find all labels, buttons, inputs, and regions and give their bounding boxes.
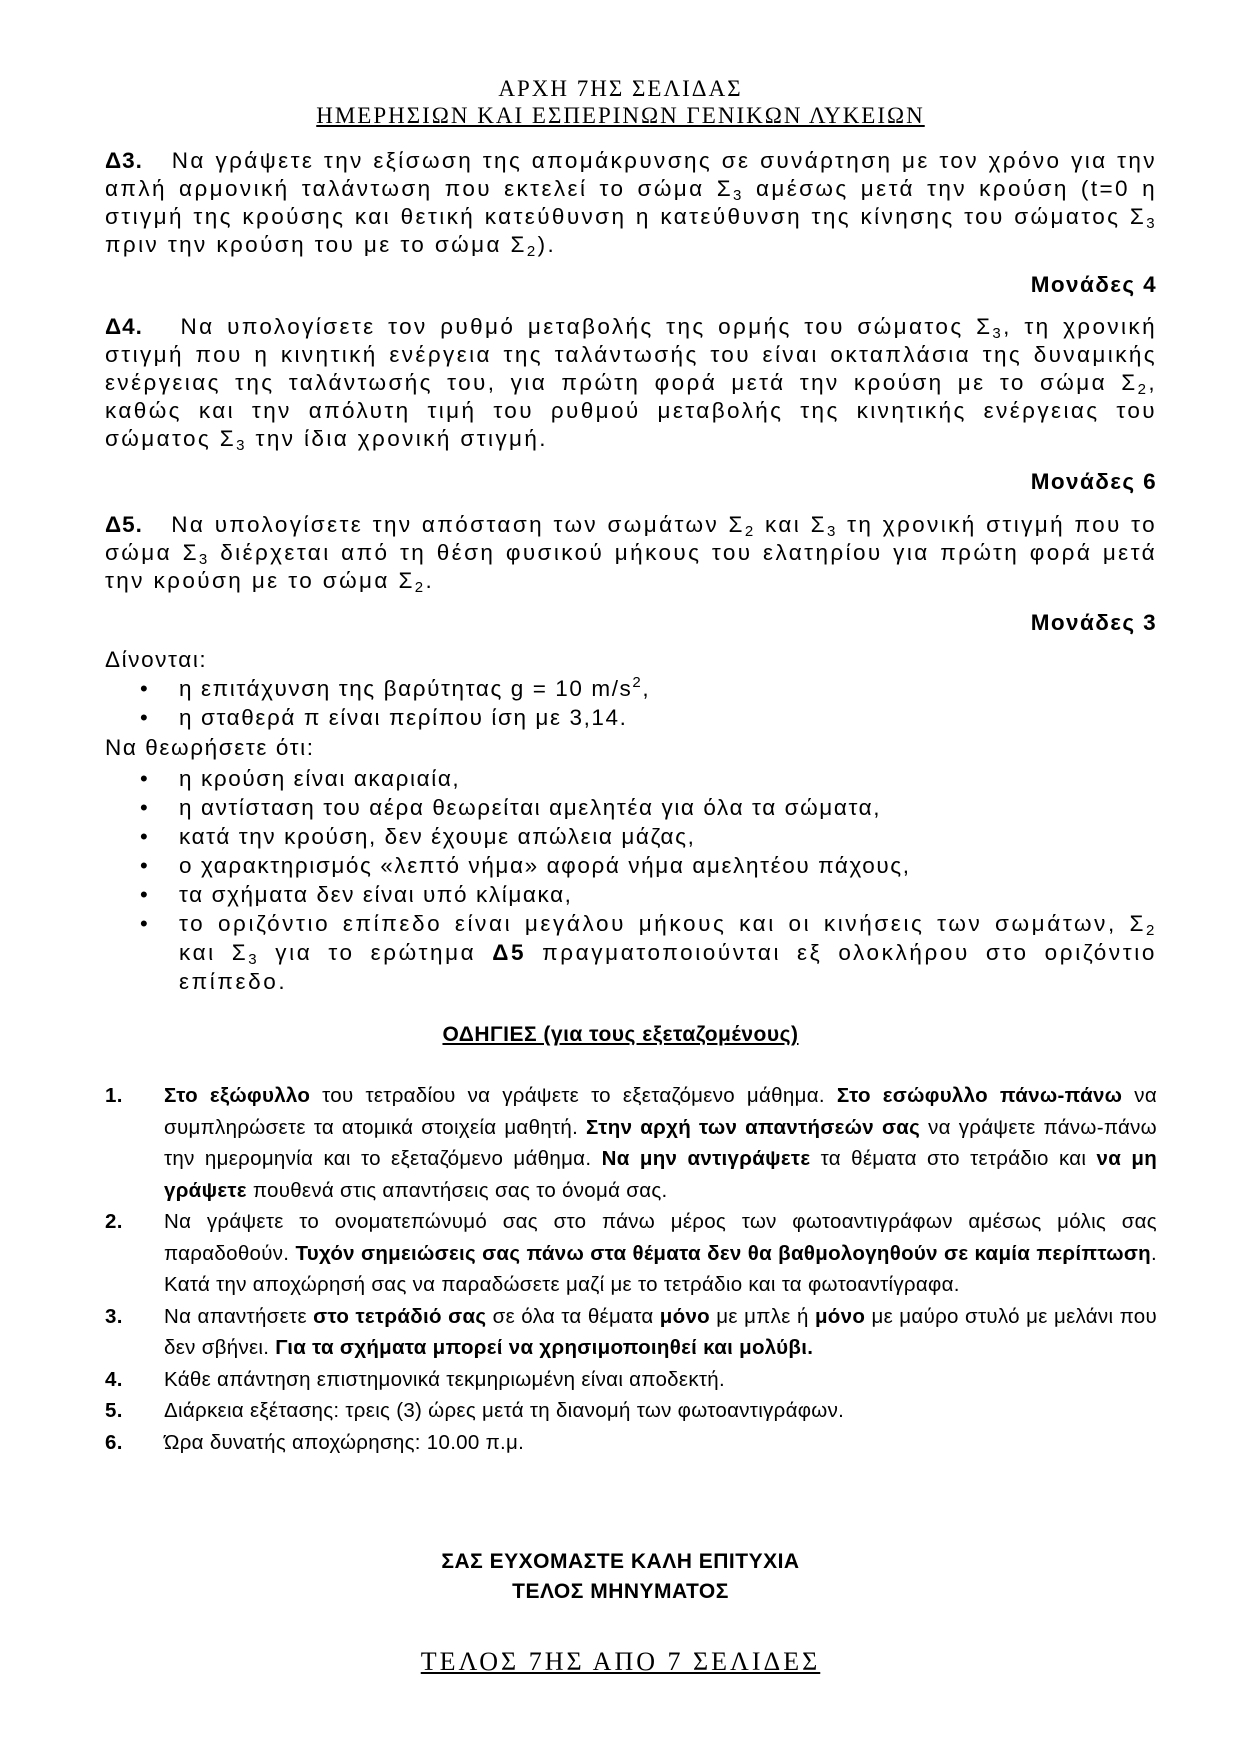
instructions-title: ΟΔΗΓΙΕΣ (για τους εξεταζομένους) [442, 1023, 799, 1046]
instruction-item [105, 1364, 1157, 1396]
list-item: • η αντίσταση του αέρα θεωρείται αμελητέα για όλα τα σώματα, [105, 793, 1157, 822]
question-number: Δ3. [105, 148, 143, 173]
given-label: Δίνονται: [105, 647, 208, 672]
instruction-item [105, 1301, 1157, 1364]
list-item: • η σταθερά π είναι περίπου ίση με 3,14. [105, 703, 1157, 732]
assume-list [105, 764, 1157, 996]
assume-label: Να θεωρήσετε ότι: [105, 735, 315, 760]
instruction-number: 2. [105, 1210, 123, 1233]
list-item: • το οριζόντιο επίπεδο είναι μεγάλου μήκους και οι κινήσεις των σωμάτων, $\Sigma_2$ και $\Sigma_3$ για το ερώτημα Δ5 πραγματοποιούνται εξ ολοκλήρου στο οριζόντιο επίπεδο. [105, 909, 1157, 996]
list-item: • ο χαρακτηρισμός «λεπτό νήμα» αφορά νήμα αμελητέου πάχους, [105, 851, 1157, 880]
instruction-number: 5. [105, 1399, 123, 1422]
page-header-start: ΑΡΧΗ 7ΗΣ ΣΕΛΙΔΑΣ [498, 76, 743, 101]
closing-end-message: ΤΕΛΟΣ ΜΗΝΥΜΑΤΟΣ [512, 1580, 729, 1603]
question-number: Δ4. [105, 314, 143, 339]
closing-wishes: ΣΑΣ ΕΥΧΟΜΑΣΤΕ ΚΑΛΗ ΕΠΙΤΥΧΙΑ [441, 1550, 800, 1573]
instruction-text: Κάθε απάντηση επιστημονικά τεκμηριωμένη είναι αποδεκτή. [164, 1367, 725, 1391]
question-number: Δ5. [105, 512, 143, 537]
marks-d3: Μονάδες 4 [1030, 272, 1157, 297]
instruction-number: 1. [105, 1084, 123, 1107]
instruction-item [105, 1206, 1157, 1301]
marks-d5: Μονάδες 3 [1030, 610, 1157, 635]
list-item: • η κρούση είναι ακαριαία, [105, 764, 1157, 793]
instruction-item [105, 1395, 1157, 1427]
instruction-number: 6. [105, 1430, 123, 1454]
question-text: Να υπολογίσετε τον ρυθμό μεταβολής της ορμής του σώματος $\Sigma_3$, τη χρονική στιγμή που η κινητική ενέργεια της ταλάντωσής του είναι οκταπλάσια της δυναμικής ενέργειας της ταλάντωσής του, για πρώτη φορά μετά την κρούση με το σώμα $\Sigma_2$, καθώς και την απόλυτη τιμή του ρυθμού μεταβολής της κινητικής ενέργειας του σώματος $\Sigma_3$ την ίδια χρονική στιγμή. [105, 314, 1158, 454]
marks-d4: Μονάδες 6 [1030, 469, 1157, 494]
given-list [105, 674, 1157, 732]
instruction-text: Στο εξώφυλλο του τετραδίου να γράψετε το εξεταζόμενο μάθημα. Στο εσώφυλλο πάνω-πάνω να συμπληρώσετε τα ατομικά στοιχεία μαθητή. Στην αρχή των απαντήσεών σας να γράψετε πάνω-πάνω την ημερομηνία και το εξεταζόμενο μάθημα. Να μην αντιγράψετε τα θέματα στο τετράδιο και να μη γράψετε πουθενά στις απαντήσεις σας το όνομά σας. [164, 1084, 1158, 1202]
instruction-text: Διάρκεια εξέτασης: τρεις (3) ώρες μετά τη διανομή των φωτοαντιγράφων. [164, 1399, 845, 1422]
page-footer: ΤΕΛΟΣ 7ΗΣ ΑΠΟ 7 ΣΕΛΙΔΕΣ [420, 1647, 821, 1676]
instruction-text: Ώρα δυνατής αποχώρησης: 10.00 π.μ. [164, 1430, 525, 1454]
instruction-text: Να απαντήσετε στο τετράδιό σας σε όλα τα θέματα μόνο με μπλε ή μόνο με μαύρο στυλό με μελάνι που δεν σβήνει. Για τα σχήματα μπορεί να χρησιμοποιηθεί και μολύβι. [164, 1304, 1157, 1359]
instruction-text: Να γράψετε το ονοματεπώνυμό σας στο πάνω μέρος των φωτοαντιγράφων αμέσως μόλις σας παραδοθούν. Τυχόν σημειώσεις σας πάνω στα θέματα δεν θα βαθμολογηθούν σε καμία περίπτωση. Κατά την αποχώρησή σας να παραδώσετε μαζί με το τετράδιο και τα φωτοαντίγραφα. [164, 1210, 1157, 1296]
list-item: • τα σχήματα δεν είναι υπό κλίμακα, [105, 880, 1157, 909]
instructions-list [105, 1080, 1157, 1458]
instruction-number: 4. [105, 1367, 123, 1391]
list-item: • η επιτάχυνση της βαρύτητας g = 10 $m/s^2$, [105, 674, 1157, 703]
page-header-title: ΗΜΕΡΗΣΙΩΝ ΚΑΙ ΕΣΠΕΡΙΝΩΝ ΓΕΝΙΚΩΝ ΛΥΚΕΙΩΝ [316, 103, 925, 128]
instruction-number: 3. [105, 1304, 123, 1328]
question-text: Να υπολογίσετε την απόσταση των σωμάτων $\Sigma_2$ και $\Sigma_3$ τη χρονική στιγμή που το σώμα $\Sigma_3$ διέρχεται από τη θέση φυσικού μήκους του ελατηρίου για πρώτη φορά μετά την κρούση με το σώμα $\Sigma_2$. [105, 512, 1157, 596]
instruction-item [105, 1427, 1157, 1459]
question-d3 [105, 147, 1157, 259]
question-text: Να γράψετε την εξίσωση της απομάκρυνσης σε συνάρτηση με τον χρόνο για την απλή αρμονική ταλάντωση που εκτελεί το σώμα $\Sigma_3$ αμέσως μετά την κρούση (t=0 η στιγμή της κρούσης και θετική κατεύθυνση η κατεύθυνση της κίνησης του σώματος $\Sigma_3$ πριν την κρούση του με το σώμα $\Sigma_2$). [105, 148, 1157, 260]
question-d5 [105, 511, 1157, 595]
instruction-item [105, 1080, 1157, 1206]
question-d4 [105, 313, 1157, 453]
list-item: • κατά την κρούση, δεν έχουμε απώλεια μάζας, [105, 822, 1157, 851]
